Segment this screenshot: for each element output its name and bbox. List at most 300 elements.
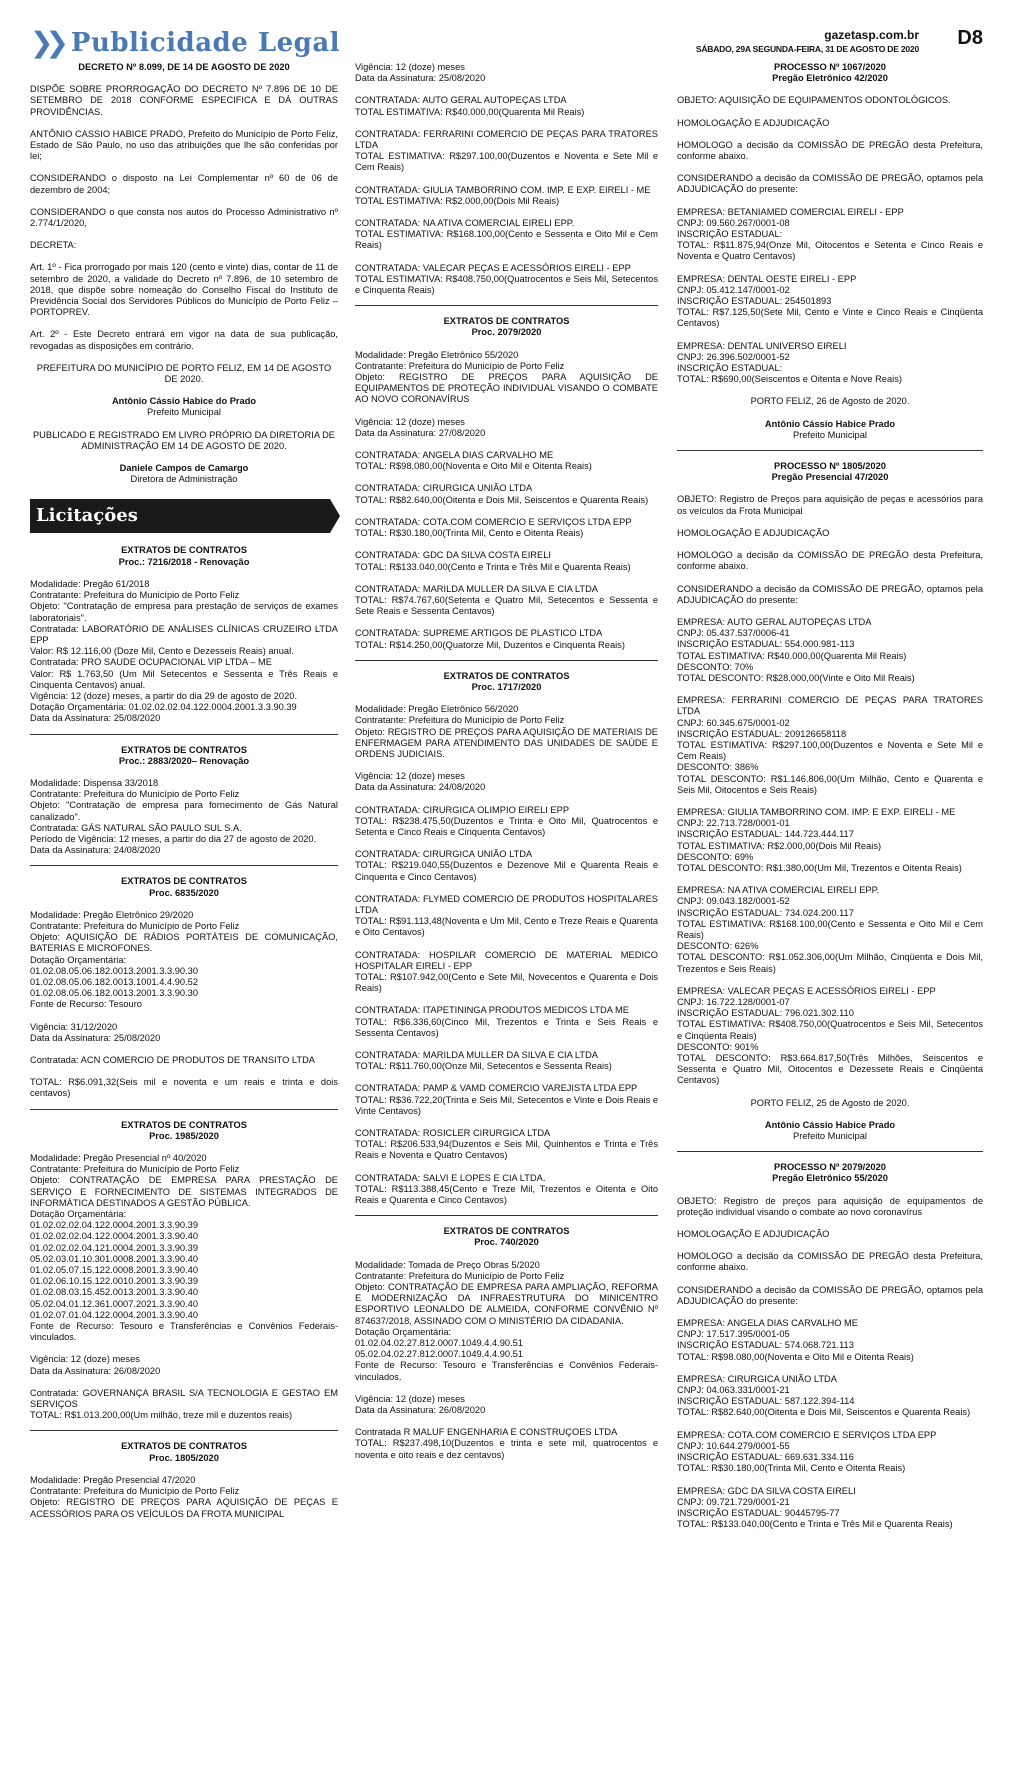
column-1 bbox=[30, 62, 338, 1520]
notice-title: Proc. 2079/2020 bbox=[471, 327, 542, 338]
notice-line: INSCRIÇÃO ESTADUAL: 574.068.721.113 bbox=[677, 1340, 854, 1351]
notice-line: INSCRIÇÃO ESTADUAL: 587.122.394-114 bbox=[677, 1396, 855, 1407]
notice-line: TOTAL: R$6.091,32(Seis mil e noventa e um reais e trinta e dois centavos) bbox=[30, 1077, 338, 1099]
spacer bbox=[30, 196, 338, 207]
notice-line: CNPJ: 09.721.729/0001-21 bbox=[677, 1496, 790, 1507]
spacer bbox=[30, 899, 338, 910]
section-title: Publicidade Legal bbox=[70, 27, 341, 58]
notice-line: Data da Assinatura: 26/08/2020 bbox=[355, 1405, 486, 1416]
section-divider bbox=[30, 865, 338, 866]
notice-line: ANTÔNIO CASSIO HABICE PRADO, Prefeito do Município de Porto Feliz, Estado de São Paulo, no uso das atribuições que lhe são conferidas por lei; bbox=[30, 128, 338, 162]
notice-line: CONTRATADA: VALECAR PEÇAS E ACESSÓRIOS EIRELI - EPP bbox=[355, 262, 631, 273]
section-divider bbox=[355, 660, 658, 661]
notice-line: CONTRATADA: PAMP & VAMD COMERCIO VAREJISTA LTDA EPP bbox=[355, 1083, 638, 1094]
spacer bbox=[677, 162, 983, 173]
notice-line: TOTAL: R$206.533,94(Duzentos e Seis Mil, Quinhentos e Trinta e Três Reais e Noventa e Quatro Centavos) bbox=[355, 1139, 658, 1161]
notice-line: DESCONTO: 901% bbox=[677, 1041, 759, 1052]
spacer bbox=[30, 162, 338, 173]
notice-line: Objeto: CONTRATAÇÃO DE EMPRESA PARA AMPLIAÇÃO, REFORMA E MODERNIZAÇÃO DA INFRAESTRUTURA DO MINICENTRO ESPORTIVO LEONALDO DE ALMEIDA, CONFORME CONVÊNIO Nº 874637/2018, ASSINADO COM O MINISTÉRIO DA CIDADANIA. bbox=[355, 1282, 658, 1326]
notice-line: Antônio Cássio Habice Prado bbox=[764, 418, 896, 429]
notice-line: 05.02.04.01.12.361.0007.2021.3.3.90.40 bbox=[30, 1298, 199, 1309]
spacer bbox=[30, 1066, 338, 1077]
notice-line: Contratante: Prefeitura do Município de Porto Feliz bbox=[30, 920, 240, 931]
notice-title: Proc. 1985/2020 bbox=[149, 1130, 219, 1141]
column-3 bbox=[677, 62, 983, 1530]
notice-line: Modalidade: Pregão Presencial nº 40/2020 bbox=[30, 1153, 207, 1164]
notice-line: CONTRATADA: ANGELA DIAS CARVALHO ME bbox=[355, 450, 554, 461]
notice-line: TOTAL ESTIMATIVA: R$408.750,00(Quatrocentos e Seis Mil, Setecentos e Cinquenta Reais) bbox=[355, 273, 658, 296]
notice-line: TOTAL: R$98.080,00(Noventa e Oito Mil e Oitenta Reais) bbox=[355, 461, 592, 472]
notice-line: INSCRIÇÃO ESTADUAL: 734.024.200.117 bbox=[677, 907, 854, 918]
page-number: D8 bbox=[957, 27, 983, 49]
spacer bbox=[677, 874, 983, 885]
notice-line: Antônio Cássio Habice Prado bbox=[764, 1119, 896, 1130]
notice-line: Fonte de Recurso: Tesouro bbox=[30, 999, 142, 1010]
spacer bbox=[355, 339, 658, 350]
notice-line: TOTAL: R$36.722,20(Trinta e Seis Mil, Setecentos e Vinte e Dois Reais e Vinte Centavos) bbox=[355, 1094, 658, 1116]
spacer bbox=[677, 196, 983, 207]
spacer bbox=[30, 229, 338, 240]
notice-line: CONTRATADA: ITAPETININGA PRODUTOS MEDICOS LTDA ME bbox=[355, 1005, 629, 1016]
notice-line: Dotação Orçamentária: bbox=[30, 954, 127, 965]
notice-title: EXTRATOS DE CONTRATOS bbox=[121, 545, 247, 556]
notice-line: Vigência: 31/12/2020 bbox=[30, 1021, 118, 1032]
notice-line: TOTAL ESTIMATIVA: R$408.750,00(Quatrocentos e Seis Mil, Setecentos e Cinqüenta Reais) bbox=[677, 1019, 983, 1041]
notice-line: Contratada: LABORATÓRIO DE ANÁLISES CLÍNICAS CRUZEIRO LTDA EPP bbox=[30, 623, 338, 645]
notice-line: OBJETO: Registro de Preços para aquisição de peças e acessórios para os veículos da Frota Municipal bbox=[677, 494, 983, 516]
notice-line: 01.02.08.05.06.182.0013.2001.3.3.90.30 bbox=[30, 965, 199, 976]
spacer bbox=[355, 760, 658, 771]
decreto-block bbox=[30, 62, 338, 485]
notice-line: INSCRIÇÃO ESTADUAL: 90445795-77 bbox=[677, 1507, 840, 1518]
site-url: gazetasp.com.br bbox=[824, 28, 919, 42]
spacer bbox=[355, 1249, 658, 1260]
notice-line: EMPRESA: ANGELA DIAS CARVALHO ME bbox=[677, 1318, 859, 1329]
notice-title: Proc. 1717/2020 bbox=[471, 681, 542, 692]
notice-line: TOTAL: R$82.640,00(Oitenta e Dois Mil, Seiscentos e Quarenta Reais) bbox=[355, 494, 649, 505]
notice-line: TOTAL ESTIMATIVA: R$2.000,00(Dois Mil Reais) bbox=[677, 840, 882, 851]
notice-line: TOTAL DESCONTO: R$28.000,00(Vinte e Oito Mil Reais) bbox=[677, 672, 915, 683]
notice-line: CNPJ: 60.345.675/0001-02 bbox=[677, 717, 790, 728]
notice-line: Modalidade: Dispensa 33/2018 bbox=[30, 777, 159, 788]
notice-line: PREFEITURA DO MUNICÍPIO DE PORTO FELIZ, EM 14 DE AGOSTO DE 2020. bbox=[36, 362, 332, 385]
notice-line: CONTRATADA: COTA.COM COMERCIO E SERVIÇOS LTDA EPP bbox=[355, 516, 632, 527]
notice-line: Período de Vigência: 12 meses, a partir do dia 27 de agosto de 2020. bbox=[30, 833, 317, 844]
spacer bbox=[677, 129, 983, 140]
spacer bbox=[355, 174, 658, 185]
spacer bbox=[355, 939, 658, 950]
notice-line: INSCRIÇÃO ESTADUAL: 144.723.444.117 bbox=[677, 829, 854, 840]
notice-line: Prefeito Municipal bbox=[793, 1131, 867, 1142]
spacer bbox=[677, 606, 983, 617]
notice-line: EMPRESA: AUTO GERAL AUTOPEÇAS LTDA bbox=[677, 616, 872, 627]
notice-line: TOTAL: R$6.336,60(Cinco Mil, Trezentos e Trinta e Seis Reais e Sessenta Centavos) bbox=[355, 1016, 658, 1038]
notice-line: Prefeito Municipal bbox=[147, 407, 221, 418]
notice-line: Modalidade: Pregão Eletrônico 55/2020 bbox=[355, 349, 519, 360]
notice-line: Contratante: Prefeitura do Município de Porto Feliz bbox=[30, 789, 240, 800]
notice-line: Fonte de Recurso: Tesouro e Transferências e Convênios Federais-vinculados. bbox=[30, 1321, 338, 1343]
spacer bbox=[30, 419, 338, 430]
spacer bbox=[355, 838, 658, 849]
notice-title: EXTRATOS DE CONTRATOS bbox=[443, 1226, 570, 1237]
notice-line: Data da Assinatura: 24/08/2020 bbox=[355, 782, 486, 793]
notice-line: DISPÕE SOBRE PRORROGAÇÃO DO DECRETO Nº 7.896 DE 10 DE SETEMBRO DE 2018 CONFORME ESPECIFICA E DÁ OUTRAS PROVIDÊNCIAS. bbox=[30, 84, 338, 117]
spacer bbox=[355, 1416, 658, 1427]
notice-line: DECRETA: bbox=[30, 240, 77, 251]
licitacoes-block bbox=[30, 545, 338, 1519]
notice-line: Objeto: "Contratação de empresa para prestação de serviços de exames laboratoriais". bbox=[30, 601, 338, 623]
notice-line: TOTAL: R$690,00(Seiscentos e Oitenta e Nove Reais) bbox=[677, 374, 902, 385]
notice-line: 01.02.08.05.06.182.0013.1001.4.4.90.52 bbox=[30, 976, 199, 987]
notice-line: CNPJ: 16.722.128/0001-07 bbox=[677, 997, 790, 1007]
notice-line: CNPJ: 05.412.147/0001-02 bbox=[677, 284, 790, 295]
notice-line: CONTRATADA: CIRURGICA UNIÃO LTDA bbox=[355, 483, 533, 494]
column-2 bbox=[355, 62, 658, 1461]
spacer bbox=[355, 539, 658, 550]
notice-line: CNPJ: 26.396.502/0001-52 bbox=[677, 351, 790, 362]
notice-line: CONTRATADA: MARILDA MULLER DA SILVA E CIA LTDA bbox=[355, 583, 598, 594]
notice-line: 01.02.08.05.06.182.0013.2001.3.3.90.30 bbox=[30, 988, 199, 999]
spacer bbox=[677, 1087, 983, 1098]
notice-line: TOTAL: R$11.760,00(Onze Mil, Setecentos e Sessenta Reais) bbox=[355, 1061, 612, 1072]
spacer bbox=[677, 263, 983, 274]
notice-line: HOMOLOGO a decisão da COMISSÃO DE PREGÃO desta Prefeitura, conforme abaixo. bbox=[677, 550, 983, 572]
notice-line: Contratante: Prefeitura do Município de Porto Feliz bbox=[30, 1164, 240, 1175]
spacer bbox=[30, 767, 338, 778]
spacer bbox=[677, 539, 983, 550]
spacer bbox=[355, 693, 658, 704]
spacer bbox=[355, 1117, 658, 1128]
spacer bbox=[30, 118, 338, 129]
notice-line: Valor: R$ 12.116,00 (Doze Mil, Cento e Dezesseis Reais) anual. bbox=[30, 646, 294, 657]
spacer bbox=[677, 483, 983, 494]
notice-line: INSCRIÇÃO ESTADUAL: 209126658118 bbox=[677, 728, 847, 739]
notice-title: Proc.: 7216/2018 - Renovação bbox=[118, 556, 250, 567]
spacer bbox=[30, 1011, 338, 1022]
notice-line: TOTAL: R$133.040,00(Cento e Trinta e Três Mil e Quarenta Reais) bbox=[355, 561, 631, 572]
spacer bbox=[677, 107, 983, 118]
notice-line: Vigência: 12 (doze) meses bbox=[355, 1393, 465, 1404]
spacer bbox=[677, 684, 983, 695]
section-logo bbox=[30, 26, 340, 59]
section-bar-arrow bbox=[330, 499, 340, 533]
section-divider bbox=[30, 1430, 338, 1431]
notice-line: DESCONTO: 626% bbox=[677, 941, 759, 952]
spacer bbox=[355, 573, 658, 584]
notice-line: EMPRESA: CIRURGICA UNIÃO LTDA bbox=[677, 1373, 837, 1384]
notice-line: 05.02.03.01.10.301.0008.2001.3.3.90.40 bbox=[30, 1253, 199, 1264]
notice-line: Modalidade: Pregão Eletrônico 56/2020 bbox=[355, 704, 519, 715]
notice-line: Data da Assinatura: 25/08/2020 bbox=[30, 1032, 161, 1043]
section-divider bbox=[355, 305, 658, 306]
notice-line: TOTAL DESCONTO: R$3.664.817,50(Três Milhões, Seiscentos e Sessenta e Quatro Mil, Oitocentos e Dezessete Reais e Cinqüenta Centavos) bbox=[677, 1053, 983, 1086]
notice-line: Dotação Orçamentária: bbox=[355, 1326, 452, 1337]
notice-title: Pregão Eletrônico 55/2020 bbox=[772, 1173, 888, 1184]
notice-line: TOTAL ESTIMATIVA: R$297.100,00(Duzentos e Noventa e Sete Mil e Cem Reais) bbox=[677, 739, 983, 762]
notice-line: EMPRESA: NA ATIVA COMERCIAL EIRELI EPP. bbox=[677, 885, 880, 896]
spacer bbox=[355, 406, 658, 417]
notice-line: CNPJ: 10.644.279/0001-55 bbox=[677, 1440, 790, 1451]
notice-title: EXTRATOS DE CONTRATOS bbox=[121, 1441, 247, 1452]
notice-line: Objeto: "Contratação de empresa para fornecimento de Gás Natural canalizado". bbox=[30, 800, 338, 822]
notice-line: Valor: R$ 1.763,50 (Um Mil Setecentos e Sessenta e Três Reais e Cinquenta Centavos) anual. bbox=[30, 668, 338, 690]
notice-line: 01.02.06.10.15.122.0010.2001.3.3.90.39 bbox=[30, 1276, 199, 1287]
notice-line: EMPRESA: DENTAL OESTE EIRELI - EPP bbox=[677, 273, 857, 284]
notice-line: Objeto: AQUISIÇÃO DE RÁDIOS PORTÁTEIS DE COMUNICAÇÃO, BATERIAS E MICROFONES. bbox=[30, 932, 338, 954]
notice-line: 05.02.04.02.27.812.0007.1049.4.4.90.51 bbox=[355, 1349, 524, 1360]
notice-line: TOTAL ESTIMATIVA: R$40.000,00(Quarenta Mil Reais) bbox=[677, 650, 907, 661]
notice-line: TOTAL: R$1.013.200,00(Um milhão, treze mil e duzentos reais) bbox=[30, 1410, 293, 1421]
notice-line: EMPRESA: GDC DA SILVA COSTA EIRELI bbox=[677, 1485, 856, 1496]
section-divider bbox=[677, 450, 983, 451]
notice-line: CONTRATADA: AUTO GERAL AUTOPEÇAS LTDA bbox=[355, 95, 567, 106]
spacer bbox=[355, 472, 658, 483]
spacer bbox=[677, 573, 983, 584]
notice-line: TOTAL DESCONTO: R$1.380,00(Um Mil, Trezentos e Oitenta Reais) bbox=[677, 862, 962, 873]
notice-line: Data da Assinatura: 24/08/2020 bbox=[30, 845, 161, 856]
notice-line: HOMOLOGAÇÃO E ADJUDICAÇÃO bbox=[677, 1229, 830, 1240]
notice-line: Modalidade: Pregão 61/2018 bbox=[30, 578, 150, 589]
notice-line: INSCRIÇÃO ESTADUAL: 554.000.981-113 bbox=[677, 639, 855, 650]
notice-line: 01.02.04.02.27.812.0007.1049.4.4.90.51 bbox=[355, 1338, 524, 1349]
spacer bbox=[355, 506, 658, 517]
notice-line: TOTAL: R$14.250,00(Quatorze Mil, Duzentos e Cinquenta Reais) bbox=[355, 639, 625, 650]
spacer bbox=[677, 385, 983, 396]
notice-line: TOTAL DESCONTO: R$1.052.306,00(Um Milhão, Cinqüenta e Dois Mil, Trezentos e Seis Reais) bbox=[677, 952, 983, 974]
notice-line: Contratada R MALUF ENGENHARIA E CONSTRUÇOES LTDA bbox=[355, 1427, 618, 1438]
notice-line: EMPRESA: GIULIA TAMBORRINO COM. IMP. E EXP. EIRELI - ME bbox=[677, 806, 956, 817]
notice-line: TOTAL ESTIMATIVA: R$168.100,00(Cento e Sessenta e Oito Mil e Cem Reais) bbox=[677, 918, 983, 940]
spacer bbox=[677, 1363, 983, 1374]
spacer bbox=[30, 1464, 338, 1475]
notice-title: Proc. 740/2020 bbox=[474, 1237, 539, 1248]
notice-line: 01.02.07.01.04.122.0004.2001.3.3.90.40 bbox=[30, 1309, 199, 1320]
notice-line: Data da Assinatura: 27/08/2020 bbox=[355, 427, 486, 438]
spacer bbox=[355, 439, 658, 450]
notice-line: CONTRATADA: GDC DA SILVA COSTA EIRELI bbox=[355, 550, 551, 561]
notice-line: CONTRATADA: CIRURGICA UNIÃO LTDA bbox=[355, 849, 533, 860]
double-chevron-icon: ❯❯ bbox=[30, 26, 61, 59]
notice-line: TOTAL: R$7.125,50(Sete Mil, Cento e Vinte e Cinco Reais e Cinqüenta Centavos) bbox=[677, 307, 983, 329]
notice-line: TOTAL: R$91.113,48(Noventa e Um Mil, Cento e Treze Reais e Quarenta e Oito Centavos) bbox=[355, 916, 658, 938]
notice-line: PORTO FELIZ, 26 de Agosto de 2020. bbox=[750, 396, 910, 407]
notice-line: HOMOLOGAÇÃO E ADJUDICAÇÃO bbox=[677, 527, 830, 538]
notice-line: Contratada: GÁS NATURAL SÃO PAULO SUL S.A. bbox=[30, 822, 242, 833]
notice-line: EMPRESA: COTA.COM COMERCIO E SERVIÇOS LTDA EPP bbox=[677, 1429, 937, 1440]
spacer bbox=[677, 1307, 983, 1318]
spacer bbox=[677, 1419, 983, 1430]
section-bar-licitacoes bbox=[30, 499, 338, 533]
notice-line: TOTAL: R$107.942,00(Cento e Sete Mil, Novecentos e Quarenta e Dois Reais) bbox=[355, 971, 658, 994]
spacer bbox=[677, 1475, 983, 1486]
notice-title: EXTRATOS DE CONTRATOS bbox=[121, 1119, 247, 1130]
notice-title: Pregão Presencial 47/2020 bbox=[771, 472, 889, 483]
notice-line: Contratante: Prefeitura do Município de Porto Feliz bbox=[355, 360, 565, 371]
notice-line: CONSIDERANDO a decisão da COMISSÃO DE PREGÃO, optamos pela ADJUDICAÇÃO do presente: bbox=[677, 173, 983, 195]
notice-line: CONTRATADA: SUPREME ARTIGOS DE PLASTICO LTDA bbox=[355, 628, 603, 639]
notice-line: TOTAL ESTIMATIVA: R$2.000,00(Dois Mil Reais) bbox=[355, 195, 560, 206]
spacer bbox=[677, 1218, 983, 1229]
section-divider bbox=[355, 1215, 658, 1216]
notice-title: EXTRATOS DE CONTRATOS bbox=[121, 744, 247, 755]
spacer bbox=[355, 207, 658, 218]
notice-line: CONTRATADA: FERRARINI COMERCIO DE PEÇAS PARA TRATORES LTDA bbox=[355, 128, 658, 151]
notice-line: CNPJ: 05.437.537/0006-41 bbox=[677, 628, 790, 639]
notice-title: EXTRATOS DE CONTRATOS bbox=[121, 876, 247, 887]
notice-line: CONTRATADA: HOSPILAR COMERCIO DE MATERIAL MEDICO HOSPITALAR EIRELI - EPP bbox=[355, 949, 658, 971]
spacer bbox=[30, 1044, 338, 1055]
notice-line: OBJETO: AQUISIÇÃO DE EQUIPAMENTOS ODONTOLÓGICOS. bbox=[677, 95, 951, 106]
spacer bbox=[677, 796, 983, 807]
spacer bbox=[30, 568, 338, 579]
notice-title: Proc.: 2883/2020– Renovação bbox=[118, 755, 250, 766]
notice-line: Vigência: 12 (doze) meses, a partir do dia 29 de agosto de 2020. bbox=[30, 690, 298, 701]
notice-line: CONSIDERANDO a decisão da COMISSÃO DE PREGÃO, optamos pela ADJUDICAÇÃO do presente: bbox=[677, 1284, 983, 1306]
notice-line: CNPJ: 04.063.331/0001-21 bbox=[677, 1385, 790, 1396]
notice-line: CNPJ: 22.713.728/0001-01 bbox=[677, 818, 790, 829]
notice-line: Modalidade: Pregão Eletrônico 29/2020 bbox=[30, 909, 194, 920]
spacer bbox=[355, 1039, 658, 1050]
notice-line: Data da Assinatura: 25/08/2020 bbox=[355, 73, 486, 84]
notice-line: Objeto: REGISTRO DE PREÇOS PARA AQUISIÇÃO DE MATERIAIS DE ENFERMAGEM PARA ATENDIMENTO DAS UNIDADES DE SAÚDE E ORDENS JUDICIAIS. bbox=[355, 726, 658, 759]
notice-title: PROCESSO Nº 1805/2020 bbox=[774, 461, 886, 472]
spacer bbox=[355, 994, 658, 1005]
notice-line: TOTAL ESTIMATIVA: R$168.100,00(Cento e Sessenta e Oito Mil e Cem Reais) bbox=[355, 229, 658, 251]
notice-line: Contratada: GOVERNANÇA BRASIL S/A TECNOLOGIA E GESTAO EM SERVIÇOS bbox=[30, 1387, 338, 1410]
spacer bbox=[355, 1383, 658, 1394]
spacer bbox=[30, 318, 338, 329]
notice-line: HOMOLOGAÇÃO E ADJUDICAÇÃO bbox=[677, 117, 830, 128]
notice-line: CONTRATADA: CIRURGICA OLIMPIO EIRELI EPP bbox=[355, 804, 570, 815]
notice-line: Objeto: REGISTRO DE PREÇOS PARA AQUISIÇÃO DE EQUIPAMENTOS DE PROTEÇÃO INDIVIDUAL VISANDO O COMBATE AO NOVO CORONAVÍRUS bbox=[355, 372, 658, 405]
notice-line: INSCRIÇÃO ESTADUAL: 254501893 bbox=[677, 296, 832, 307]
spacer bbox=[30, 1377, 338, 1388]
spacer bbox=[355, 118, 658, 129]
notice-line: CONSIDERANDO o disposto na Lei Complementar nº 60 de 06 de dezembro de 2004; bbox=[30, 173, 338, 195]
notice-line: CONTRATADA: FLYMED COMERCIO DE PRODUTOS HOSPITALARES LTDA bbox=[355, 893, 658, 915]
notice-line: TOTAL: R$30.180,00(Trinta Mil, Cento e Oitenta Reais) bbox=[355, 528, 584, 539]
notice-line: 01.02.08.03.15.452.0013.2001.3.3.90.40 bbox=[30, 1287, 199, 1298]
spacer bbox=[30, 73, 338, 84]
notice-line: TOTAL: R$74.767,60(Setenta e Quatro Mil, Setecentos e Sessenta e Sete Reais e Sessenta Centavos) bbox=[355, 594, 658, 617]
notice-line: Objeto: REGISTRO DE PREÇOS PARA AQUISIÇÃO DE PEÇAS E ACESSÓRIOS PARA OS VEÍCULOS DA FROTA MUNICIPAL bbox=[30, 1497, 338, 1519]
spacer bbox=[30, 452, 338, 463]
notice-line: TOTAL: R$133.040,00(Cento e Trinta e Três Mil e Quarenta Reais) bbox=[677, 1519, 953, 1530]
notice-line: Fonte de Recurso: Tesouro e Transferências e Convênios Federais-vinculados. bbox=[355, 1360, 658, 1382]
notice-line: CONTRATADA: GIULIA TAMBORRINO COM. IMP. E EXP. EIRELI - ME bbox=[355, 184, 651, 195]
notice-line: TOTAL: R$11.875,94(Onze Mil, Oitocentos e Setenta e Cinco Reais e Noventa e Quatro Centavos) bbox=[677, 240, 983, 262]
spacer bbox=[355, 794, 658, 805]
spacer bbox=[677, 975, 983, 986]
notice-line: CONTRATADA: MARILDA MULLER DA SILVA E CIA LTDA bbox=[355, 1050, 598, 1060]
notice-line: 01.02.02.02.04.122.0004.2001.3.3.90.40 bbox=[30, 1231, 199, 1242]
spacer bbox=[30, 385, 338, 396]
notice-line: EMPRESA: VALECAR PEÇAS E ACESSÓRIOS EIRELI - EPP bbox=[677, 985, 936, 996]
notice-line: 01.02.05.07.15.122.0008.2001.3.3.90.40 bbox=[30, 1265, 199, 1276]
notice-line: PUBLICADO E REGISTRADO EM LIVRO PRÓPRIO DA DIRETORIA DE ADMINISTRAÇÃO EM 14 DE AGOSTO DE 2020. bbox=[32, 429, 336, 451]
notice-line: TOTAL: R$98.080,00(Noventa e Oito Mil e Oitenta Reais) bbox=[677, 1351, 914, 1362]
notice-title: DECRETO Nº 8.099, DE 14 DE AGOSTO DE 2020 bbox=[78, 62, 290, 72]
spacer bbox=[355, 617, 658, 628]
notice-line: Art. 1º - Fica prorrogado por mais 120 (cento e vinte) dias, contar de 11 de setembro de 2020, a validade do Decreto nº 7.896, de 10 setembro de 2018, que dispõe sobre nomeação do Conselho Fiscal do Instituto de Previdência Social dos Servidores Públicos do Município de Porto Feliz – PORTOPREV. bbox=[30, 262, 338, 318]
spacer bbox=[677, 1240, 983, 1251]
notice-line: Modalidade: Tomada de Preço Obras 5/2020 bbox=[355, 1259, 540, 1270]
notice-line: CONTRATADA: SALVI E LOPES E CIA LTDA. bbox=[355, 1172, 546, 1183]
notice-line: Data da Assinatura: 26/08/2020 bbox=[30, 1365, 161, 1376]
spacer bbox=[677, 330, 983, 341]
notice-line: CNPJ: 17.517.395/0001-05 bbox=[677, 1329, 790, 1340]
spacer bbox=[677, 517, 983, 528]
notice-line: CNPJ: 09.560.267/0001-08 bbox=[677, 217, 790, 228]
notice-title: PROCESSO Nº 1067/2020 bbox=[774, 62, 886, 72]
notice-line: 01.02.02.02.04.122.0004.2001.3.3.90.39 bbox=[30, 1220, 199, 1231]
notice-line: TOTAL: R$82.640,00(Oitenta e Dois Mil, Seiscentos e Quarenta Reais) bbox=[677, 1407, 971, 1418]
notice-line: INSCRIÇÃO ESTADUAL: bbox=[677, 229, 783, 240]
notice-title: Pregão Eletrônico 42/2020 bbox=[772, 73, 888, 84]
notice-line: Contratante: Prefeitura do Município de Porto Feliz bbox=[30, 1486, 240, 1497]
spacer bbox=[30, 251, 338, 262]
notice-title: PROCESSO Nº 2079/2020 bbox=[774, 1162, 886, 1173]
notice-title: EXTRATOS DE CONTRATOS bbox=[443, 316, 570, 327]
notice-line: Prefeito Municipal bbox=[793, 429, 867, 440]
notice-line: CONSIDERANDO a decisão da COMISSÃO DE PREGÃO, optamos pela ADJUDICAÇÃO do presente: bbox=[677, 583, 983, 605]
notice-line: CONTRATADA: NA ATIVA COMERCIAL EIRELI EPP. bbox=[355, 218, 575, 229]
section-divider bbox=[30, 734, 338, 735]
notice-line: DESCONTO: 70% bbox=[677, 661, 754, 672]
notice-line: TOTAL ESTIMATIVA: R$297.100,00(Duzentos e Noventa e Sete Mil e Cem Reais) bbox=[355, 151, 658, 173]
section-divider bbox=[30, 1109, 338, 1110]
notice-line: HOMOLOGO a decisão da COMISSÃO DE PREGÃO desta Prefeitura, conforme abaixo. bbox=[677, 139, 983, 162]
spacer bbox=[355, 252, 658, 263]
spacer bbox=[355, 84, 658, 95]
notice-line: CNPJ: 09.043.182/0001-52 bbox=[677, 896, 790, 907]
page-header bbox=[0, 0, 1011, 60]
notice-line: Diretora de Administração bbox=[130, 474, 238, 485]
notice-line: Contratada: PRO SAUDE OCUPACIONAL VIP LTDA – ME bbox=[30, 657, 272, 668]
notice-line: Modalidade: Pregão Presencial 47/2020 bbox=[30, 1474, 196, 1485]
spacer bbox=[677, 84, 983, 95]
notice-line: TOTAL: R$237.498,10(Duzentos e trinta e sete mil, quatrocentos e noventa e oito reais e dez centavos) bbox=[355, 1438, 658, 1460]
notice-line: TOTAL: R$30.180,00(Trinta Mil, Cento e Oitenta Reais) bbox=[677, 1463, 906, 1474]
notice-line: TOTAL ESTIMATIVA: R$40.000,00(Quarenta Mil Reais) bbox=[355, 106, 585, 117]
notice-line: TOTAL: R$219.040,55(Duzentos e Dezenove Mil e Quarenta Reais e Cinquenta e Cinco Centavos) bbox=[355, 860, 658, 882]
notice-title: Proc. 6835/2020 bbox=[149, 887, 219, 898]
spacer bbox=[677, 1274, 983, 1285]
notice-line: Contratante: Prefeitura do Município de Porto Feliz bbox=[30, 590, 240, 601]
notice-line: Vigência: 12 (doze) meses bbox=[355, 416, 465, 427]
notice-line: Vigência: 12 (doze) meses bbox=[355, 771, 465, 782]
notice-line: TOTAL DESCONTO: R$1.146.806,00(Um Milhão, Cento e Quarenta e Seis Mil, Oitocentos e Seis Reais) bbox=[677, 773, 983, 795]
spacer bbox=[355, 1162, 658, 1173]
section-heading: Licitações bbox=[30, 499, 330, 533]
notice-line: EMPRESA: BETANIAMED COMERCIAL EIRELI - EPP bbox=[677, 206, 904, 217]
notice-line: Contratante: Prefeitura do Município de Porto Feliz bbox=[355, 1270, 565, 1281]
notice-line: DESCONTO: 386% bbox=[677, 762, 759, 773]
notice-line: Vigência: 12 (doze) meses bbox=[30, 1354, 140, 1365]
notice-line: HOMOLOGO a decisão da COMISSÃO DE PREGÃO desta Prefeitura, conforme abaixo. bbox=[677, 1251, 983, 1273]
spacer bbox=[355, 1072, 658, 1083]
spacer bbox=[677, 1109, 983, 1120]
notice-line: CONTRATADA: ROSICLER CIRURGICA LTDA bbox=[355, 1128, 551, 1139]
notice-line: OBJETO: Registro de preços para aquisição de equipamentos de proteção individual visando o combate ao novo coronavírus bbox=[677, 1195, 983, 1217]
notice-line: INSCRIÇÃO ESTADUAL: bbox=[677, 363, 783, 374]
notice-line: Data da Assinatura: 25/08/2020 bbox=[30, 713, 161, 724]
section-divider bbox=[677, 1151, 983, 1152]
notice-title: Proc. 1805/2020 bbox=[149, 1452, 219, 1463]
notice-line: TOTAL: R$238.475,50(Duzentos e Trinta e Oito Mil, Quatrocentos e Setenta e Cinco Reais e Cinquenta Centavos) bbox=[355, 815, 658, 837]
notice-line: Antônio Cássio Habice do Prado bbox=[111, 396, 257, 407]
notice-title: EXTRATOS DE CONTRATOS bbox=[443, 670, 570, 681]
